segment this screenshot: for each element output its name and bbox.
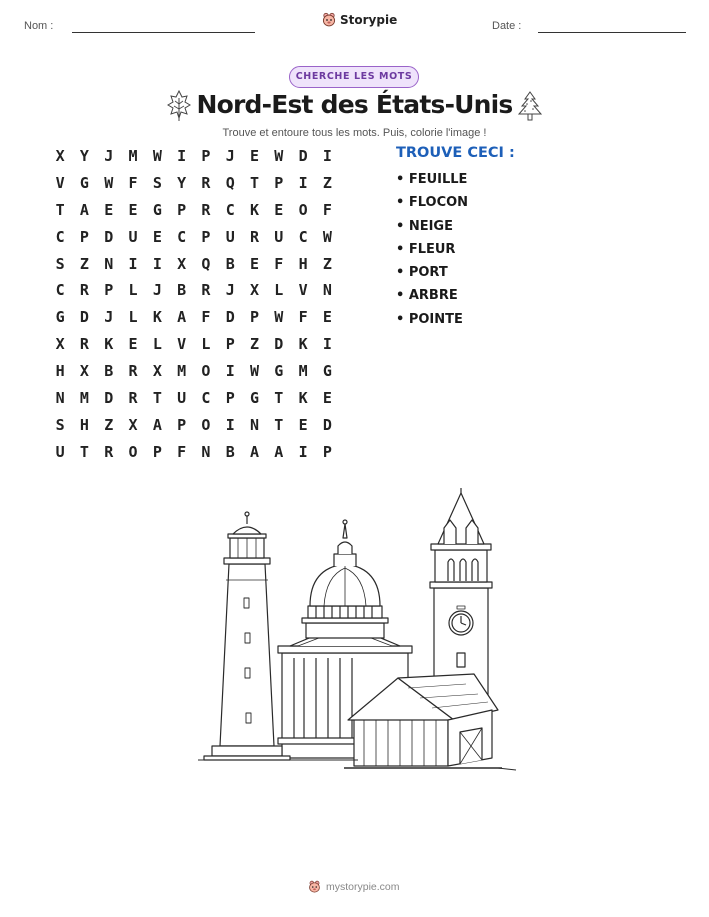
grid-row [48,336,340,363]
grid-letter: W [274,147,284,165]
grid-letter: B [225,254,235,273]
grid-letter: O [298,200,308,219]
grid-letter: A [152,415,162,434]
grid-letter: Y [177,173,187,192]
grid-letter: D [322,415,332,434]
grid-letter: S [55,254,65,273]
grid-letter: A [274,442,284,461]
grid-letter: E [322,389,332,408]
brand-logo [322,12,397,28]
grid-letter: P [225,389,235,408]
grid-row [48,229,340,256]
grid-letter: R [128,389,138,408]
grid-letter: X [128,415,138,434]
grid-letter: L [128,308,138,327]
pine-tree-icon [516,91,544,123]
grid-letter: P [177,200,187,219]
grid-letter: E [322,308,332,327]
grid-letter: R [79,335,89,354]
grid-letter: T [55,200,65,219]
grid-letter: X [55,335,65,354]
grid-letter: A [177,308,187,327]
page-title: Nord-Est des États-Unis [196,90,513,119]
grid-letter: R [79,281,89,300]
grid-letter: U [128,227,138,246]
grid-letter: E [128,335,138,354]
grid-letter: N [55,389,65,408]
grid-letter: V [55,173,65,192]
grid-letter: P [250,308,260,327]
grid-letter: D [104,389,114,408]
grid-letter: L [152,335,162,354]
grid-letter: I [128,254,138,273]
storypie-logo-icon [322,12,336,28]
grid-letter: G [55,308,65,327]
grid-letter: S [152,173,162,192]
grid-letter: J [104,308,114,327]
grid-letter: E [250,147,260,165]
grid-letter: N [104,254,114,273]
grid-letter: Z [250,335,260,354]
grid-letter: F [128,173,138,192]
grid-letter: G [274,362,284,381]
grid-letter: D [225,308,235,327]
grid-letter: Q [201,254,211,273]
grid-letter: R [201,200,211,219]
grid-letter: X [79,362,89,381]
grid-letter: P [225,335,235,354]
grid-letter: I [298,442,308,461]
grid-letter: R [250,227,260,246]
grid-letter: O [128,442,138,461]
word-item: • FEUILLE [396,172,468,187]
grid-letter: D [79,308,89,327]
grid-letter: W [322,227,332,246]
grid-letter: I [177,147,187,165]
grid-letter: K [152,308,162,327]
grid-letter: C [201,389,211,408]
grid-letter: U [55,442,65,461]
word-item: • ARBRE [396,288,458,304]
grid-letter: H [298,254,308,273]
grid-letter: T [274,389,284,408]
grid-letter: L [128,281,138,300]
word-item: • PORT [396,265,448,281]
lighthouse [204,512,290,760]
footer-url: mystorypie.com [326,881,400,893]
grid-letter: Z [104,415,114,434]
category-badge: CHERCHE LES MOTS [289,66,419,88]
grid-letter: U [274,227,284,246]
grid-letter: F [201,308,211,327]
grid-letter: W [152,147,162,165]
grid-letter: N [322,281,332,300]
grid-letter: B [225,442,235,461]
grid-letter: X [177,254,187,273]
grid-letter: H [55,362,65,381]
grid-letter: U [177,389,187,408]
grid-letter: P [322,442,332,461]
grid-letter: G [250,389,260,408]
grid-letter: F [177,442,187,461]
grid-row [48,309,340,336]
word-item: • FLEUR [396,241,456,257]
grid-row [48,148,340,175]
grid-letter: M [298,362,308,381]
date-label: Date : [492,20,522,32]
grid-letter: A [250,442,260,461]
instructions: Trouve et entoure tous les mots. Puis, colorie l'image ! [222,127,487,139]
grid-letter: G [322,362,332,381]
brand-name: Storypie [340,13,398,27]
grid-row [48,282,340,309]
grid-letter: P [177,415,187,434]
grid-letter: T [274,415,284,434]
name-line [72,32,255,33]
grid-letter: R [128,362,138,381]
grid-letter: M [128,147,138,165]
grid-letter: Z [322,173,332,192]
grid-letter: D [104,227,114,246]
grid-row [48,202,340,229]
grid-letter: E [152,227,162,246]
grid-letter: D [298,147,308,165]
grid-letter: P [104,281,114,300]
date-line [538,32,686,33]
word-item: • FLOCON [396,195,469,211]
grid-letter: H [79,415,89,434]
grid-letter: I [322,335,332,354]
word-item: • POINTE [396,311,463,327]
grid-letter: F [298,308,308,327]
grid-letter: X [152,362,162,381]
grid-letter: I [152,254,162,273]
name-label: Nom : [24,20,54,32]
grid-letter: K [104,335,114,354]
grid-letter: M [79,389,89,408]
grid-letter: T [152,389,162,408]
grid-letter: U [225,227,235,246]
grid-letter: C [55,281,65,300]
grid-letter: O [201,362,211,381]
grid-letter: J [104,147,114,165]
storypie-logo-icon [308,880,321,894]
grid-letter: I [298,173,308,192]
grid-letter: K [250,200,260,219]
grid-letter: Z [79,254,89,273]
clock-tower [430,488,492,698]
grid-letter: J [225,281,235,300]
grid-letter: E [250,254,260,273]
grid-letter: V [177,335,187,354]
grid-row [48,444,340,471]
grid-letter: P [152,442,162,461]
grid-letter: V [298,281,308,300]
grid-letter: M [177,362,187,381]
grid-letter: L [201,335,211,354]
grid-letter: B [177,281,187,300]
grid-letter: Q [225,173,235,192]
grid-letter: Y [79,147,89,165]
word-item: • NEIGE [396,218,453,234]
grid-letter: W [274,308,284,327]
grid-letter: E [128,200,138,219]
grid-letter: O [201,415,211,434]
word-list-title: TROUVE CECI : [396,145,515,161]
grid-row [48,175,340,202]
grid-letter: C [225,200,235,219]
grid-letter: R [201,281,211,300]
grid-letter: T [250,173,260,192]
grid-row [48,256,340,283]
grid-letter: D [274,335,284,354]
grid-letter: G [152,200,162,219]
grid-letter: E [104,200,114,219]
landmarks-illustration [198,488,518,778]
grid-letter: J [152,281,162,300]
grid-letter: G [79,173,89,192]
grid-letter: W [104,173,114,192]
grid-letter: F [322,200,332,219]
grid-letter: J [225,147,235,165]
grid-letter: E [274,200,284,219]
grid-letter: C [298,227,308,246]
grid-letter: F [274,254,284,273]
grid-letter: P [274,173,284,192]
word-list [396,172,468,335]
letter-grid [48,148,340,471]
grid-letter: Z [322,254,332,273]
grid-row [48,417,340,444]
grid-letter: X [250,281,260,300]
grid-letter: K [298,335,308,354]
grid-letter: B [104,362,114,381]
grid-letter: N [201,442,211,461]
footer [308,880,400,894]
grid-letter: E [298,415,308,434]
grid-letter: I [225,415,235,434]
grid-letter: C [55,227,65,246]
grid-letter: R [201,173,211,192]
grid-letter: P [201,147,211,165]
grid-letter: I [225,362,235,381]
grid-letter: T [79,442,89,461]
grid-row [48,390,340,417]
grid-letter: P [79,227,89,246]
grid-letter: A [79,200,89,219]
grid-letter: S [55,415,65,434]
grid-row [48,363,340,390]
grid-letter: R [104,442,114,461]
grid-letter: C [177,227,187,246]
grid-letter: K [298,389,308,408]
grid-letter: W [250,362,260,381]
grid-letter: X [55,147,65,165]
grid-letter: N [250,415,260,434]
grid-letter: P [201,227,211,246]
grid-letter: L [274,281,284,300]
grid-letter: I [322,147,332,165]
